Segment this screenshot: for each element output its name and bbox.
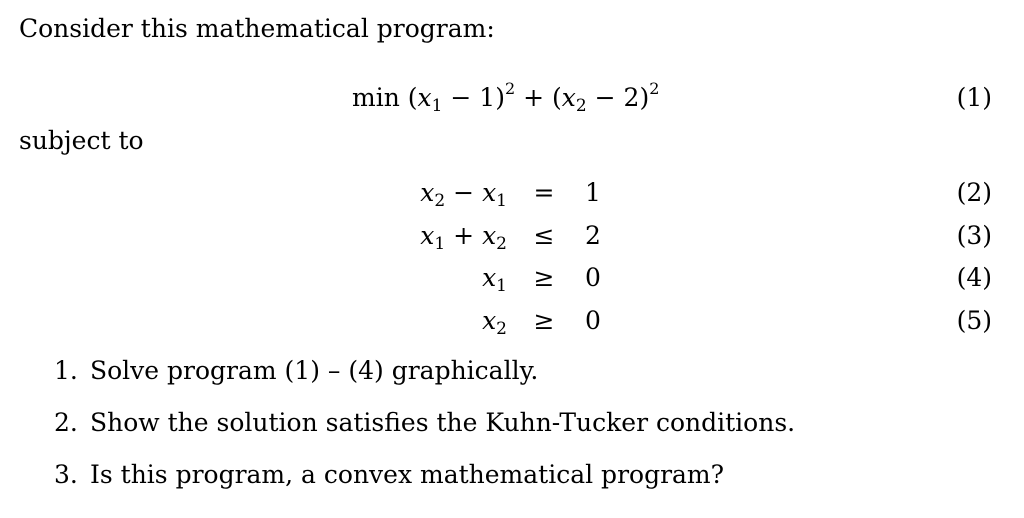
list-item-number: 1. [54, 356, 78, 385]
objective-expression: $\min (x_1 - 1)^2 + (x_2 - 2)^2$ [352, 79, 660, 116]
constraint-lhs: $x_1$ [482, 263, 507, 296]
list-item-text: Show the solution satisfies the Kuhn-Tucker conditions. [90, 408, 796, 437]
equation-number: (1) [956, 83, 992, 112]
list-item-number: 2. [54, 408, 78, 437]
constraint-lhs: $x_2$ [482, 306, 507, 339]
min-operator: min [352, 83, 400, 112]
list-item-text: Is this program, a convex mathematical program? [90, 460, 725, 489]
list-item-text: Solve program (1) – (4) graphically. [90, 356, 539, 385]
constraint-relation: ≤ [533, 221, 555, 250]
list-item [54, 462, 724, 487]
equation-number: (2) [956, 178, 992, 207]
constraint-rhs: 0 [585, 263, 601, 292]
equation-number: (5) [956, 306, 992, 335]
constraint-relation: ≥ [533, 263, 555, 292]
intro-text: Consider this mathematical program: [19, 14, 495, 43]
constraint-lhs: $x_2 - x_1$ [420, 178, 507, 211]
equation-number: (3) [956, 221, 992, 250]
equation-number: (4) [956, 263, 992, 292]
list-item [54, 358, 538, 383]
constraint-lhs: $x_1 + x_2$ [420, 221, 507, 254]
list-item-number: 3. [54, 460, 78, 489]
list-item [54, 410, 795, 435]
constraint-relation: = [533, 178, 555, 207]
subject-to-text: subject to [19, 126, 144, 155]
constraint-rhs: 1 [585, 178, 601, 207]
constraint-relation: ≥ [533, 306, 555, 335]
constraint-rhs: 0 [585, 306, 601, 335]
constraint-rhs: 2 [585, 221, 601, 250]
